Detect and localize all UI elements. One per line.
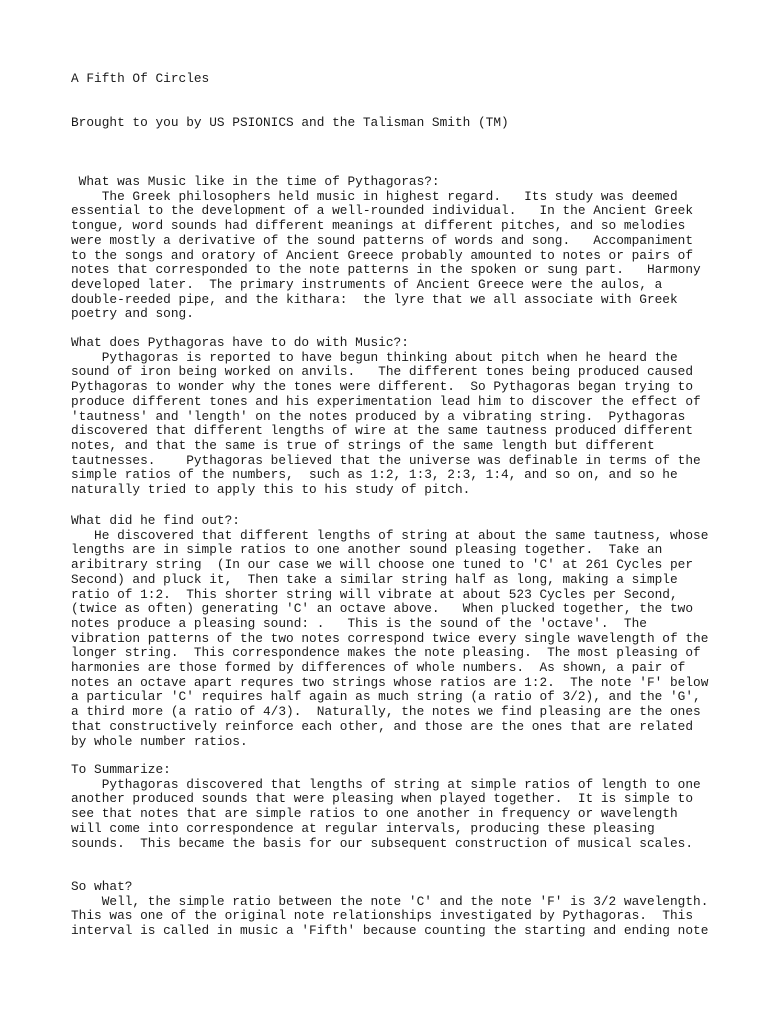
section-pythagoras-and-music: What does Pythagoras have to do with Music?: Pythagoras is reported to have begun thinking about pitch when he heard the sound of iron being worked on anvils. The different tones being produced caused Pythagoras to wonder why the tones were different. So Pythagoras began trying to produce different tones and his experimentation lead him to discover the effect of 'tautness' and 'length' on the notes produced by a vibrating string. Pythagoras discovered that different lengths of wire at the same tautness produced different notes, and that the same is true of strings of the same length but different tautnesses. Pythagoras believed that the universe was definable in terms of the simple ratios of the numbers, such as 1:2, 1:3, 2:3, 1:4, and so on, and so he naturally tried to apply this to his study of pitch.	[71, 335, 701, 498]
section-what-he-found: What did he find out?: He discovered that different lengths of string at about the same tautness, whose lengths are in simple ratios to one another sound pleasing together. Take an aribitrary string (In our case we will choose one tuned to 'C' at 261 Cycles per Second) and pluck it, Then take a similar string half as long, making a simple ratio of 1:2. This shorter string will vibrate at about 523 Cycles per Second, (twice as often) generating 'C' an octave above. When plucked together, the two notes produce a pleasing sound: . This is the sound of the 'octave'. The vibration patterns of the two notes correspond twice every single wavelength of the longer string. This correspondence makes the note pleasing. The most pleasing of harmonies are those formed by differences of whole numbers. As shown, a pair of notes an octave apart requres two strings whose ratios are 1:2. The note 'F' below a particular 'C' requires half again as much string (a ratio of 3/2), and the 'G', a third more (a ratio of 4/3). Naturally, the notes we find pleasing are the ones that constructively reinforce each other, and those are the ones that are related by whole number ratios.	[71, 513, 709, 749]
section-summary: To Summarize: Pythagoras discovered that lengths of string at simple ratios of length to one another produced sounds that were pleasing when played together. It is simple to see that notes that are simple ratios to one another in frequency or wavelength will come into correspondence at regular intervals, producing these pleasing sounds. This became the basis for our subsequent construction of musical scales.	[71, 762, 701, 851]
section-so-what: So what? Well, the simple ratio between the note 'C' and the note 'F' is 3/2 wavelength. This was one of the original note relationships investigated by Pythagoras. This interval is called in music a 'Fifth' because counting the starting and ending note	[71, 879, 709, 939]
credit-line: Brought to you by US PSIONICS and the Talisman Smith (TM)	[71, 115, 509, 130]
section-music-in-pythagoras-time: What was Music like in the time of Pythagoras?: The Greek philosophers held music in highest regard. Its study was deemed essential to the development of a well-rounded individual. In the Ancient Greek tongue, word sounds had different meanings at different pitches, and so melodies were mostly a derivative of the sound patterns of words and song. Accompaniment to the songs and oratory of Ancient Greece probably amounted to notes or pairs of notes that corresponded to the note patterns in the spoken or sung part. Harmony developed later. The primary instruments of Ancient Greece were the aulos, a double-reeded pipe, and the kithara: the lyre that we all associate with Greek poetry and song.	[71, 174, 701, 322]
document-title: A Fifth Of Circles	[71, 71, 210, 86]
